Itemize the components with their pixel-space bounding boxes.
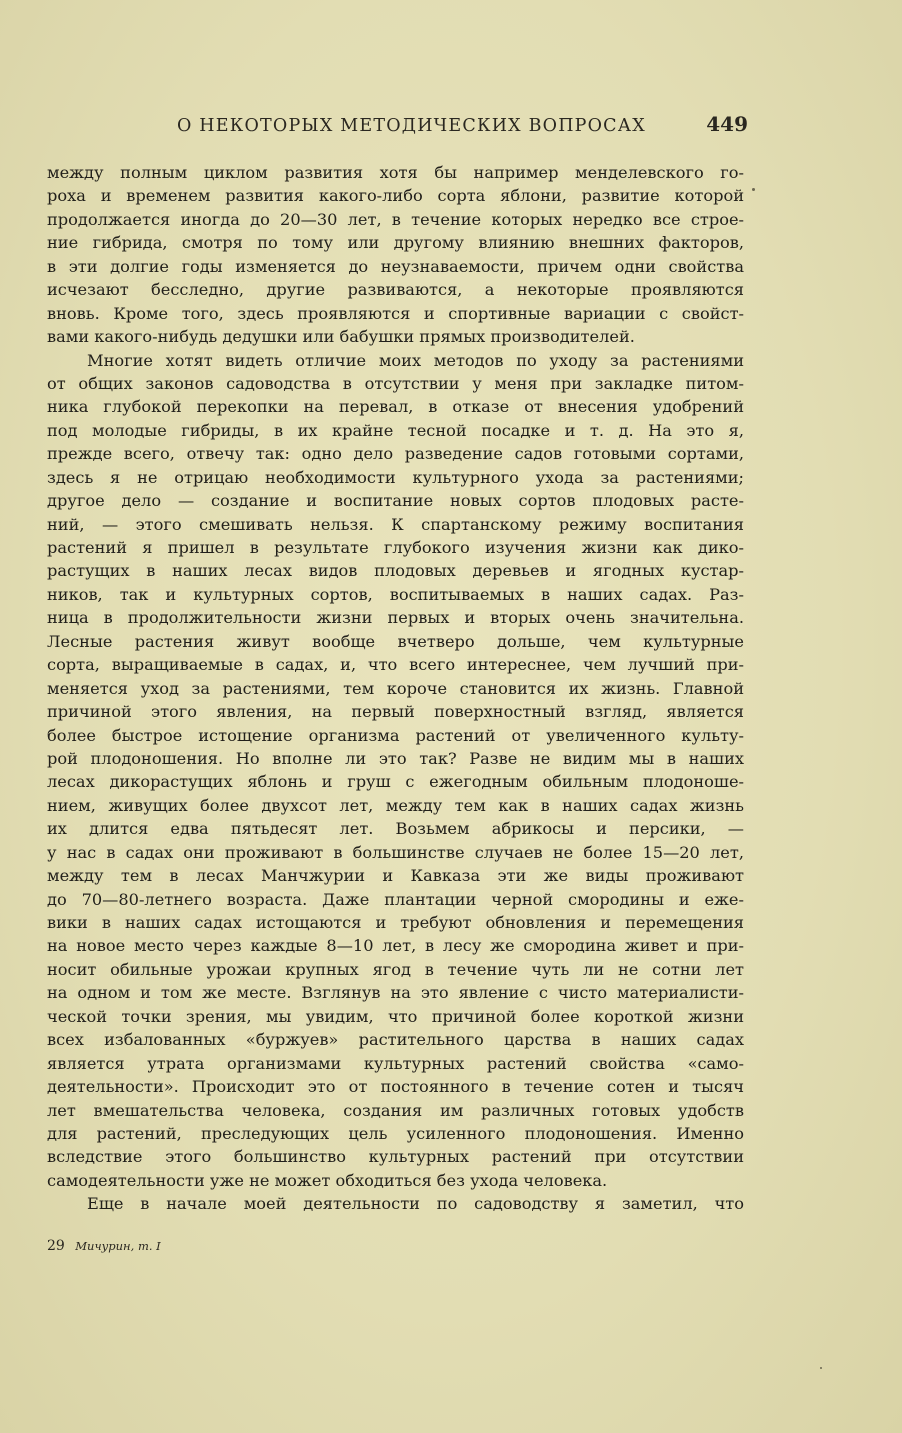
text-line: исчезают бесследно, другие развиваются, а некоторые проявляются — [47, 280, 744, 300]
text-line: ний, — этого смешивать нельзя. К спартанскому режиму воспитания — [47, 514, 744, 534]
text-line: продолжается иногда до 20—30 лет, в течение которых нередко все строе- — [47, 209, 744, 229]
paper-speck — [820, 1367, 822, 1369]
text-line: ница в продолжительности жизни первых и вторых очень значительна. — [47, 608, 744, 628]
text-line: Лесные растения живут вообще вчетверо дольше, чем культурные — [47, 631, 744, 651]
text-line: рой плодоношения. Но вполне ли это так? Разве не видим мы в наших — [47, 748, 744, 768]
text-line: в эти долгие годы изменяется до неузнаваемости, причем одни свойства — [47, 256, 744, 276]
text-line: прежде всего, отвечу так: одно дело разведение садов готовыми сортами, — [47, 444, 744, 464]
signature-footer — [47, 1238, 161, 1254]
text-line: ние гибрида, смотря по тому или другому влиянию внешних факторов, — [47, 233, 744, 253]
text-line: лет вмешательства человека, создания им различных готовых удобств — [47, 1100, 744, 1120]
text-line: растущих в наших лесах видов плодовых деревьев и ягодных кустар- — [47, 561, 744, 581]
text-line: на новое место через каждые 8—10 лет, в лесу же смородина живет и при- — [47, 936, 744, 956]
text-line: ческой точки зрения, мы увидим, что причиной более короткой жизни — [47, 1006, 744, 1026]
paper-speck — [752, 188, 755, 191]
signature-number: 29 — [47, 1238, 65, 1254]
text-line: для растений, преследующих цель усиленного плодоношения. Именно — [47, 1123, 744, 1143]
text-line: ников, так и культурных сортов, воспитываемых в наших садах. Раз- — [47, 584, 744, 604]
text-line: лесах дикорастущих яблонь и груш с ежегодным обильным плодоноше- — [47, 772, 744, 792]
text-line: более быстрое истощение организма растений от увеличенного культу- — [47, 725, 744, 745]
text-line: сорта, выращиваемые в садах, и, что всего интереснее, чем лучший при- — [47, 655, 744, 675]
text-line: другое дело — создание и воспитание новых сортов плодовых расте- — [47, 491, 744, 511]
text-line-paragraph-start: Многие хотят видеть отличие моих методов по уходу за растениями — [87, 350, 744, 370]
text-line: между полным циклом развития хотя бы например менделевского го- — [47, 163, 744, 182]
text-line: их длится едва пятьдесят лет. Возьмем абрикосы и персики, — — [47, 819, 744, 839]
text-line: ника глубокой перекопки на перевал, в отказе от внесения удобрений — [47, 397, 744, 417]
running-title: О НЕКОТОРЫХ МЕТОДИЧЕСКИХ ВОПРОСАХ — [177, 116, 646, 136]
text-line: самодеятельности уже не может обходиться без ухода человека. — [47, 1170, 608, 1190]
text-line: причиной этого явления, на первый поверхностный взгляд, является — [47, 702, 744, 722]
text-line: вследствие этого большинство культурных растений при отсутствии — [47, 1147, 744, 1167]
text-line: на одном и том же месте. Взглянув на это явление с чисто материалисти- — [47, 983, 744, 1003]
text-line: нием, живущих более двухсот лет, между тем как в наших садах жизнь — [47, 795, 744, 815]
text-line: меняется уход за растениями, тем короче становится их жизнь. Главной — [47, 678, 744, 698]
text-line: роха и временем развития какого-либо сорта яблони, развитие которой — [47, 186, 744, 206]
text-line: здесь я не отрицаю необходимости культурного ухода за растениями; — [47, 467, 744, 487]
running-header — [48, 112, 748, 144]
text-line: от общих законов садоводства в отсутствии у меня при закладке питом- — [47, 373, 744, 393]
text-line: всех избалованных «буржуев» растительного царства в наших садах — [47, 1030, 744, 1050]
body-text — [47, 161, 744, 1216]
text-line: вами какого-нибудь дедушки или бабушки прямых производителей. — [47, 327, 635, 347]
text-line: растений я пришел в результате глубокого изучения жизни как дико- — [47, 538, 744, 557]
text-line: у нас в садах они проживают в большинстве случаев не более 15—20 лет, — [47, 842, 744, 862]
text-line: между тем в лесах Манчжурии и Кавказа эти же виды проживают — [47, 866, 744, 886]
page-number: 449 — [706, 112, 748, 136]
text-line: деятельности». Происходит это от постоянного в течение сотен и тысяч — [47, 1077, 744, 1097]
text-line: вики в наших садах истощаются и требуют обновления и перемещения — [47, 913, 744, 932]
text-line-paragraph-start: Еще в начале моей деятельности по садоводству я заметил, что — [87, 1194, 744, 1214]
signature-text: Мичурин, т. I — [75, 1239, 161, 1253]
text-line: является утрата организмами культурных растений свойства «само- — [47, 1053, 744, 1073]
text-line: под молодые гибриды, в их крайне тесной посадке и т. д. На это я, — [47, 420, 744, 440]
text-line: носит обильные урожаи крупных ягод в течение чуть ли не сотни лет — [47, 959, 744, 979]
text-line: вновь. Кроме того, здесь проявляются и спортивные вариации с свойст- — [47, 303, 744, 323]
text-line: до 70—80-летнего возраста. Даже плантации черной смородины и еже- — [47, 889, 744, 909]
